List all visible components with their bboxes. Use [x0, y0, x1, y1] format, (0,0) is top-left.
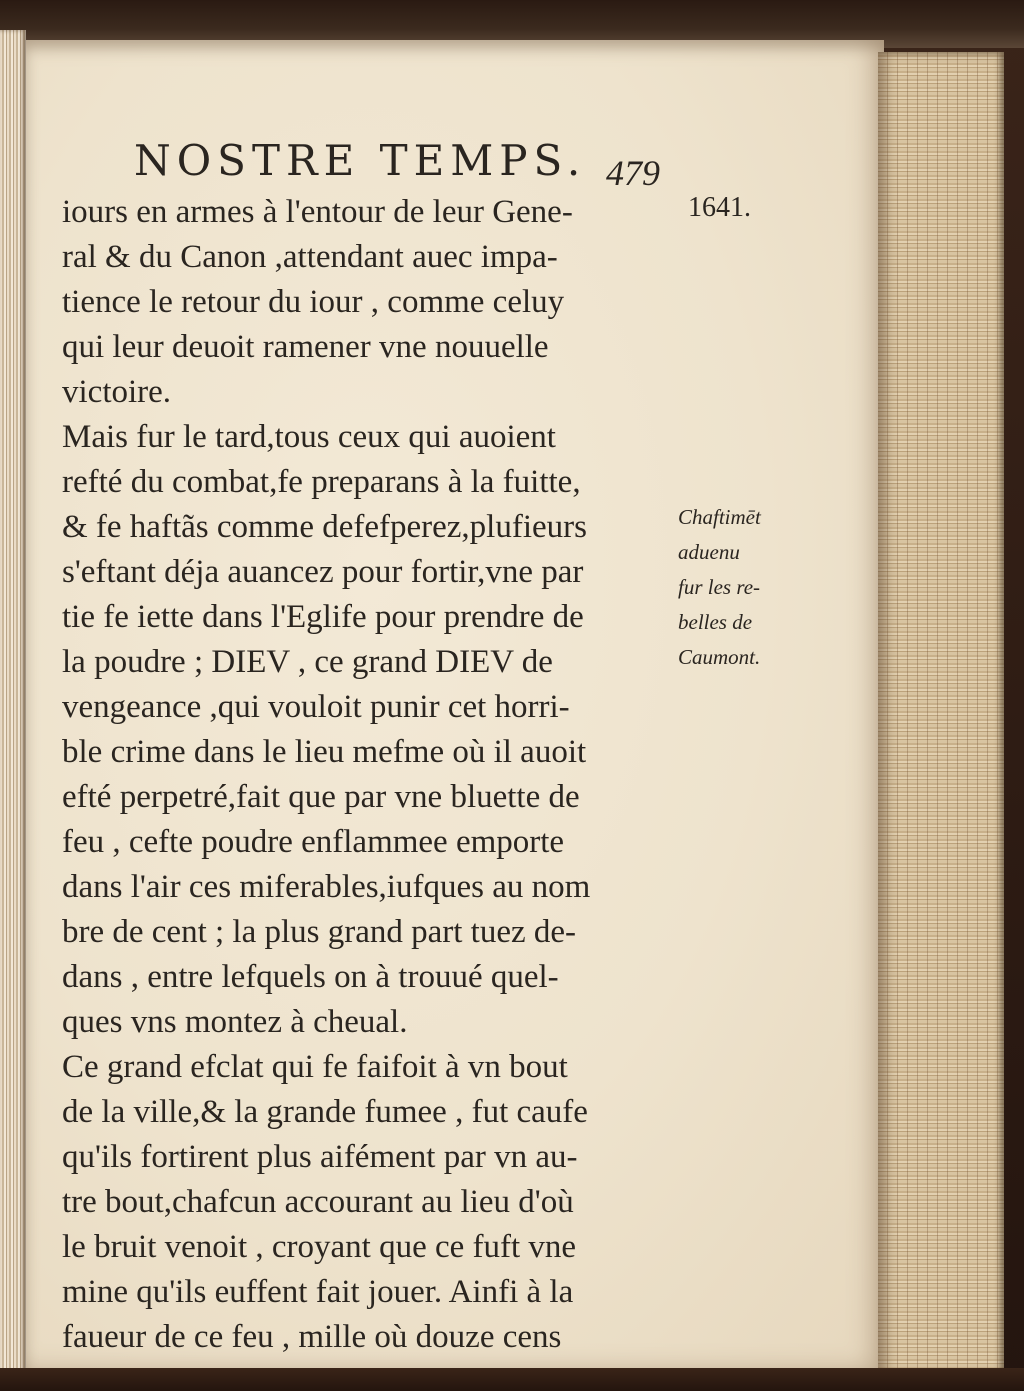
- text-line: iours en armes à l'entour de leur Gene-: [62, 194, 573, 230]
- fore-edge-pages: [878, 52, 1004, 1377]
- margin-note-line: aduenu: [678, 540, 740, 564]
- text-line: ral & du Canon ,attendant auec impa-: [62, 239, 558, 275]
- text-line: faueur de ce feu , mille où douze cens: [62, 1319, 562, 1355]
- text-line: mine qu'ils euffent fait jouer. Ainfi à la: [62, 1274, 574, 1310]
- book-page: [26, 40, 884, 1370]
- margin-year: 1641.: [688, 192, 751, 223]
- text-line: efté perpetré,fait que par vne bluette de: [62, 779, 580, 815]
- text-line: bre de cent ; la plus grand part tuez de-: [62, 914, 577, 950]
- text-line: ble crime dans le lieu mefme où il auoit: [62, 734, 587, 770]
- text-line: dans , entre lefquels on à trouué quel-: [62, 959, 559, 995]
- text-line: Ce grand efclat qui fe faifoit à vn bout: [62, 1049, 568, 1085]
- margin-note: [678, 500, 818, 680]
- margin-note-line: belles de: [678, 610, 753, 634]
- text-line: qui leur deuoit ramener vne nouuelle: [62, 329, 549, 365]
- page-number: 479: [606, 153, 660, 193]
- text-line: refté du combat,fe preparans à la fuitte,: [62, 464, 581, 500]
- text-line: tience le retour du iour , comme celuy: [62, 284, 565, 320]
- running-head: NOSTRE TEMPS.: [134, 136, 587, 185]
- text-line: qu'ils fortirent plus aifément par vn au-: [62, 1139, 578, 1175]
- bottom-shadow: [0, 1368, 1024, 1391]
- left-page-stack: [0, 30, 26, 1391]
- text-line: tre bout,chafcun accourant au lieu d'où: [62, 1184, 574, 1220]
- text-line: de la ville,& la grande fumee , fut caufe: [62, 1094, 588, 1130]
- margin-note-line: Caumont.: [678, 645, 761, 669]
- text-line: ques vns montez à cheual.: [62, 1004, 408, 1040]
- text-line: la poudre ; DIEV , ce grand DIEV de: [62, 644, 553, 680]
- text-line: Mais fur le tard,tous ceux qui auoient: [62, 419, 556, 455]
- text-line: tie fe iette dans l'Eglife pour prendre de: [62, 599, 584, 635]
- margin-note-line: Chaftimēt: [678, 505, 761, 529]
- text-line: feu , cefte poudre enflammee emporte: [62, 824, 565, 860]
- body-text: [62, 190, 682, 1355]
- margin-note-line: fur les re-: [678, 575, 761, 599]
- text-line: dans l'air ces miferables,iufques au nom: [62, 869, 591, 905]
- text-line: s'eftant déja auancez pour fortir,vne par: [62, 554, 584, 590]
- text-line: vengeance ,qui vouloit punir cet horri-: [62, 689, 570, 725]
- text-line: & fe haftãs comme defefperez,plufieurs: [62, 509, 587, 545]
- text-line: le bruit venoit , croyant que ce fuft vne: [62, 1229, 577, 1265]
- text-line: victoire.: [62, 374, 172, 410]
